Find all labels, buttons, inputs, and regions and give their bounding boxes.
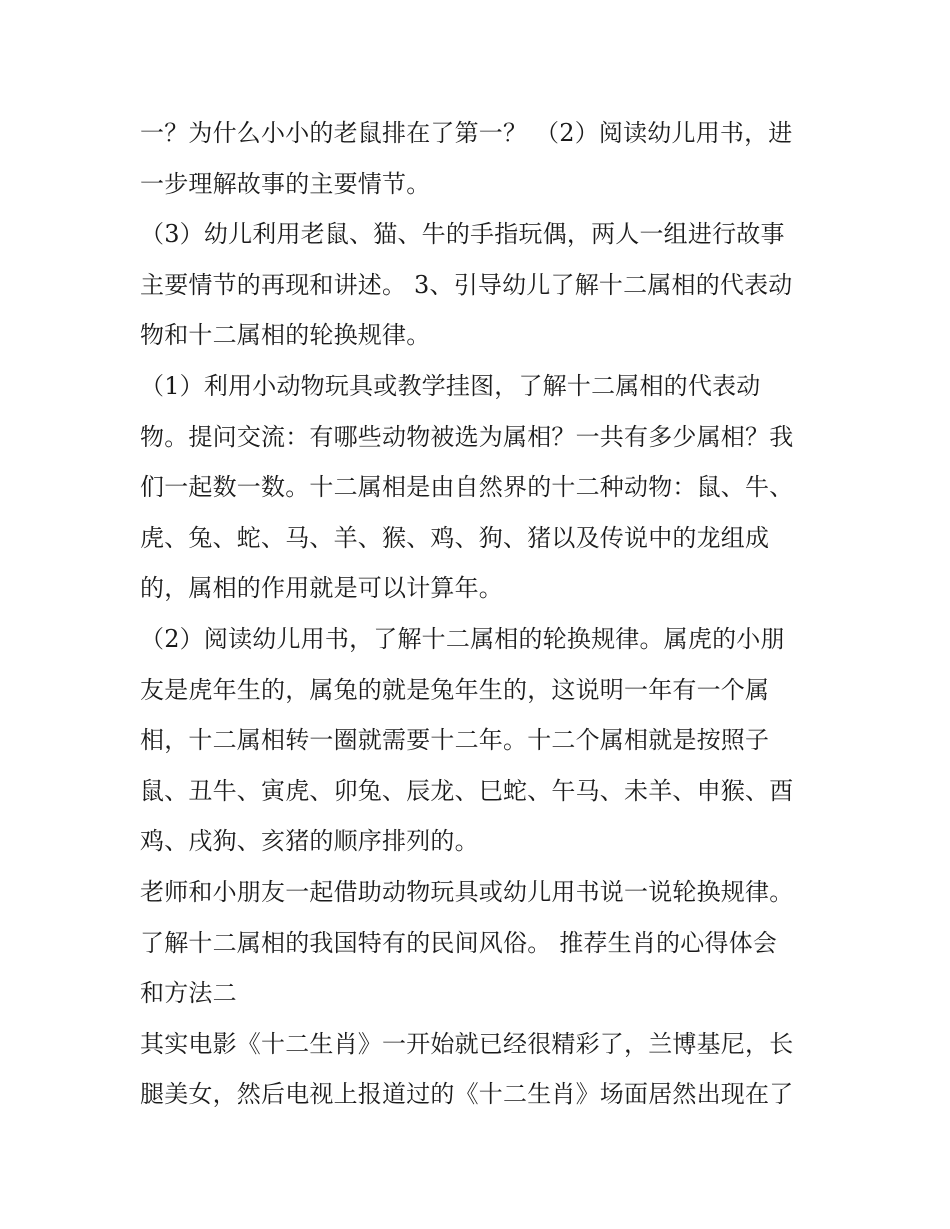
text-line: （2）阅读幼儿用书，了解十二属相的轮换规律。属虎的小朋 [140,624,785,653]
text-line: 腿美女，然后电视上报道过的《十二生肖》场面居然出现在了 [140,1080,794,1109]
text-line: （1）利用小动物玩具或教学挂图，了解十二属相的代表动 [140,371,761,400]
text-line: 老师和小朋友一起借助动物玩具或幼儿用书说一说轮换规律。 [140,877,794,906]
text-line: 友是虎年生的，属兔的就是兔年生的，这说明一年有一个属 [140,675,770,704]
text-line: 相，十二属相转一圈就需要十二年。十二个属相就是按照子 [140,726,770,755]
text-line: 们一起数一数。十二属相是由自然界的十二种动物：鼠、牛、 [140,473,794,502]
document-body [140,108,820,1120]
text-line: 了解十二属相的我国特有的民间风俗。 推荐生肖的心得体会 [140,928,778,957]
text-line: 鼠、丑牛、寅虎、卯兔、辰龙、巳蛇、午马、未羊、申猴、酉 [140,776,794,805]
text-line: 物和十二属相的轮换规律。 [140,321,431,350]
text-line: 其实电影《十二生肖》一开始就已经很精彩了，兰博基尼，长 [140,1029,794,1058]
text-line: 虎、兔、蛇、马、羊、猴、鸡、狗、猪以及传说中的龙组成 [140,523,770,552]
text-line: 主要情节的再现和讲述。 3、引导幼儿了解十二属相的代表动 [140,270,793,299]
text-line: 的，属相的作用就是可以计算年。 [140,574,503,603]
text-line: 一步理解故事的主要情节。 [140,169,431,198]
text-line: 和方法二 [140,979,237,1008]
text-line: 物。提问交流：有哪些动物被选为属相？一共有多少属相？我 [140,422,794,451]
text-line: （3）幼儿利用老鼠、猫、牛的手指玩偶，两人一组进行故事 [140,220,785,249]
text-line: 鸡、戌狗、亥猪的顺序排列的。 [140,827,479,856]
text-line: 一？为什么小小的老鼠排在了第一？ （2）阅读幼儿用书，进 [140,119,793,147]
